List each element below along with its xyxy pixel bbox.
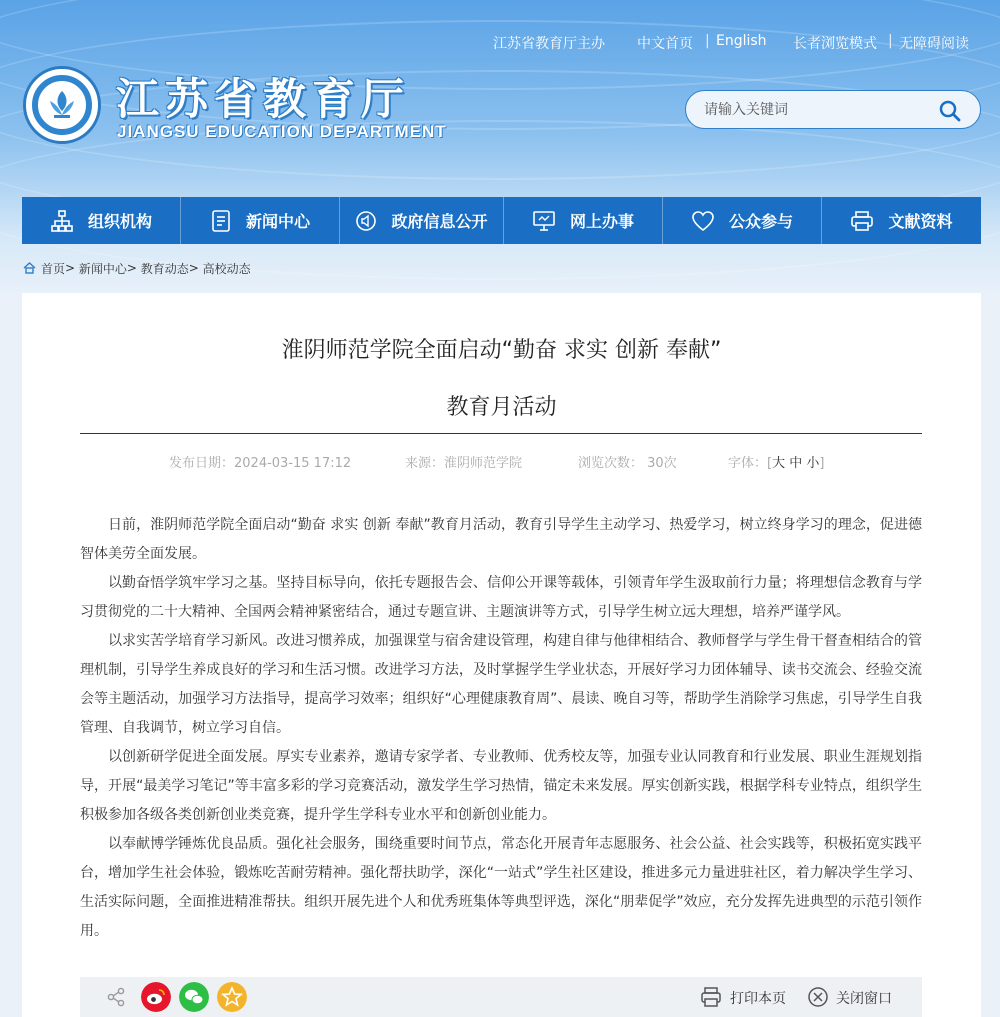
site-title: 江苏省教育厅 <box>116 75 410 125</box>
article-body <box>80 511 922 946</box>
site-subtitle: JIANGSU EDUCATION DEPARTMENT <box>117 122 447 141</box>
org-chart-icon <box>50 209 74 233</box>
font-size-control <box>728 452 825 470</box>
font-bracket: [ <box>767 456 773 471</box>
monitor-icon <box>532 210 556 232</box>
home-icon <box>23 262 36 274</box>
share-bar <box>80 977 922 1017</box>
weibo-share-icon[interactable] <box>141 982 171 1012</box>
nav-item-news[interactable] <box>181 197 340 244</box>
breadcrumb <box>23 260 251 276</box>
logo-emblem-icon <box>48 89 76 119</box>
elder-mode-link[interactable]: 长者浏览模式 <box>793 36 877 52</box>
article-paragraph: 以求实苦学培育学习新风。改进习惯养成，加强课堂与宿舍建设管理，构建自律与他律相结合、教师督学与学生骨干督查相结合的管理机制，引导学生养成良好的学习和生活习惯。改进学习方法，及时掌握学生学业状态，开展好学习力团体辅导、读书交流会、经验交流会等主题活动，加强学习方法指导，提高学习效率；组织好“心理健康教育周”、晨读、晚自习等，帮助学生消除学习焦虑，引导学生自我管理、自我调节，树立学习自信。 <box>80 633 922 736</box>
breadcrumb-news[interactable]: 新闻中心 <box>78 261 127 276</box>
link-separator: | <box>888 33 893 49</box>
search-input[interactable] <box>704 91 934 128</box>
link-separator: | <box>705 33 710 49</box>
main-nav <box>22 197 981 244</box>
font-large-button[interactable]: 大 <box>772 456 786 471</box>
title-divider <box>80 433 922 434</box>
document-icon <box>210 209 232 233</box>
sponsor-text: 江苏省教育厅主办 <box>493 36 605 52</box>
breadcrumb-edu-news[interactable]: 教育动态 <box>140 261 189 276</box>
search-box <box>685 90 981 129</box>
view-count: 浏览次数： 30次 <box>578 456 677 471</box>
close-window-button[interactable]: 关闭窗口 <box>836 991 892 1007</box>
search-icon[interactable] <box>938 99 962 123</box>
heart-icon <box>691 210 715 232</box>
home-cn-link[interactable]: 中文首页 <box>637 36 693 52</box>
favorite-icon[interactable] <box>217 982 247 1012</box>
breadcrumb-sep: > <box>188 261 203 275</box>
font-medium-button[interactable]: 中 <box>789 456 803 471</box>
nav-item-online-service[interactable] <box>504 197 663 244</box>
font-small-button[interactable]: 小 <box>806 456 820 471</box>
breadcrumb-university-news[interactable]: 高校动态 <box>202 261 251 276</box>
nav-label: 政府信息公开 <box>391 212 488 231</box>
printer-icon <box>850 210 874 232</box>
nav-item-org[interactable] <box>22 197 181 244</box>
nav-label: 文献资料 <box>888 212 953 231</box>
close-icon[interactable] <box>807 986 829 1008</box>
article-source: 来源：淮阴师范学院 <box>405 456 523 471</box>
breadcrumb-sep: > <box>65 261 79 275</box>
article-container <box>22 293 981 1017</box>
article-title-line1: 淮阴师范学院全面启动“勤奋 求实 创新 奉献” <box>281 338 722 363</box>
article-paragraph: 日前，淮阴师范学院全面启动“勤奋 求实 创新 奉献”教育月活动，教育引导学生主动学习、热爱学习，树立终身学习的理念，促进德智体美劳全面发展。 <box>80 517 922 562</box>
font-bracket: ] <box>819 456 825 471</box>
nav-label: 公众参与 <box>728 212 793 231</box>
nav-item-gov-info[interactable] <box>340 197 504 244</box>
print-icon[interactable] <box>700 986 722 1008</box>
nav-item-literature[interactable] <box>822 197 981 244</box>
font-size-label: 字体： <box>728 456 768 471</box>
accessible-reading-link[interactable]: 无障碍阅读 <box>899 36 969 52</box>
wechat-share-icon[interactable] <box>179 982 209 1012</box>
breadcrumb-sep: > <box>126 261 141 275</box>
breadcrumb-home[interactable]: 首页 <box>41 261 66 276</box>
nav-label: 网上办事 <box>569 212 634 231</box>
article-title-line2: 教育月活动 <box>446 395 557 420</box>
nav-label: 新闻中心 <box>245 212 310 231</box>
top-links <box>0 33 972 53</box>
nav-label: 组织机构 <box>87 212 152 231</box>
article-paragraph: 以奉献博学锤炼优良品质。强化社会服务，围绕重要时间节点，常态化开展青年志愿服务、社会公益、社会实践等，积极拓宽实践平台，增加学生社会体验，锻炼吃苦耐劳精神。强化帮扶助学，深化“一站式”学生社区建设，推进多元力量进驻社区，着力解决学生学习、生活实际问题，全面推进精准帮扶。组织开展先进个人和优秀班集体等典型评选，深化“朋辈促学”效应，充分发挥先进典型的示范引领作用。 <box>80 836 922 939</box>
share-icon[interactable] <box>106 987 126 1007</box>
article-paragraph: 以勤奋悟学筑牢学习之基。坚持目标导向，依托专题报告会、信仰公开课等载体，引领青年学生汲取前行力量；将理想信念教育与学习贯彻党的二十大精神、全国两会精神紧密结合，通过专题宣讲、主题演讲等方式，引导学生树立远大理想，培养严谨学风。 <box>80 575 922 620</box>
nav-item-public-participation[interactable] <box>663 197 822 244</box>
publish-date: 发布日期：2024-03-15 17:12 <box>169 456 352 471</box>
site-logo[interactable] <box>23 66 101 144</box>
article-paragraph: 以创新研学促进全面发展。厚实专业素养，邀请专家学者、专业教师、优秀校友等，加强专业认同教育和行业发展、职业生涯规划指导，开展“最美学习笔记”等丰富多彩的学习竞赛活动，激发学生学习热情，锚定未来发展。厚实创新实践，根据学科专业特点，组织学生积极参加各级各类创新创业类竞赛，提升学生学科专业水平和创新创业能力。 <box>80 749 922 823</box>
english-link[interactable]: English <box>716 33 767 49</box>
speaker-icon <box>355 210 377 232</box>
print-page-button[interactable]: 打印本页 <box>730 991 786 1007</box>
site-header <box>0 0 1000 300</box>
